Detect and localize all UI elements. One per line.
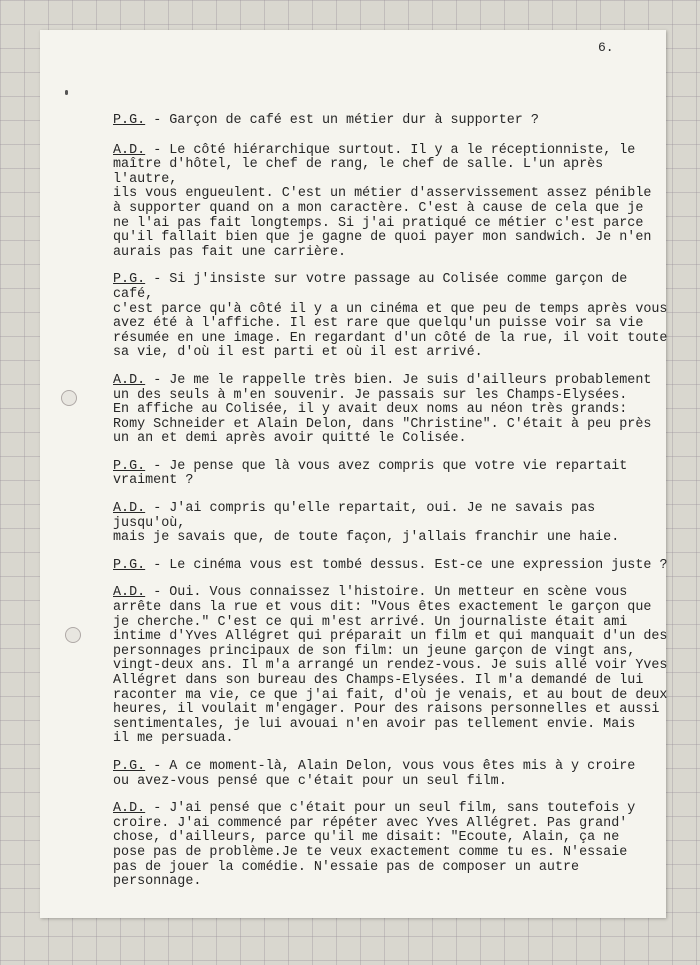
paragraph-text: - Oui. Vous connaissez l'histoire. Un metteur en scène vous arrête dans la rue et vous dit: "Vous êtes exactement le garçon que je cherche." C'est ce qui m'est arrivé. Un journaliste était ami intime d'Yves Allégret qui préparait un film et qui manquait d'un des personnages principaux de son film: un jeune garçon de vingt ans, vingt-deux ans. Il m'a arrangé un rendez-vous. Je suis allé voir Yves Allégret dans son bureau des Champs-Elysées. Il m'a demandé de lui raconter ma vie, ce que j'ai fait, d'où je venais, et au bout de deux heures, il voulait m'engager. Pour des raisons personnelles et aussi sentimentales, je lui avouai n'en avoir pas tellement envie. Mais il me persuada. [113, 585, 668, 747]
paragraph-text: - Je pense que là vous avez compris que votre vie repartait vraiment ? [113, 458, 628, 489]
speaker-label: P.G. [113, 557, 146, 573]
paragraph [113, 502, 668, 546]
paragraph [113, 586, 668, 747]
paragraph-text: - Si j'insiste sur votre passage au Colisée comme garçon de café, c'est parce qu'à côté il y a un cinéma et que peu de temps après vous avez été à l'affiche. Il est rare que quelqu'un puisse voir sa vie résumée en une image. En regardant d'un côté de la rue, il voit toute sa vie, d'où il est parti et où il est arrivé. [113, 272, 668, 361]
paragraph-text: - Garçon de café est un métier dur à supporter ? [145, 113, 539, 128]
paragraph-text: - A ce moment-là, Alain Delon, vous vous êtes mis à y croire ou avez-vous pensé que c'était pour un seul film. [113, 758, 636, 789]
speaker-label: P.G. [113, 758, 146, 774]
paragraph-text: - Je me le rappelle très bien. Je suis d'ailleurs probablement un des seuls à m'en souvenir. Je passais sur les Champs-Elysées. En affiche au Colisée, il y avait deux noms au néon très grands: Romy Schneider et Alain Delon, dans "Christine". C'était à peu près un an et demi après avoir quitté le Colisée. [113, 372, 652, 447]
speaker-label: A.D. [113, 585, 146, 601]
paragraph-text: - J'ai pensé que c'était pour un seul film, sans toutefois y croire. J'ai commencé par répéter avec Yves Allégret. Pas grand' chose, d'ailleurs, parce qu'il me disait: "Ecoute, Alain, ça ne pose pas de problème.Je te veux exactement comme tu es. N'essaie pas de jouer la comédie. N'essaie pas de composer un autre personnage. [113, 801, 636, 890]
speaker-label: A.D. [113, 142, 146, 158]
paragraph [113, 374, 668, 447]
paragraph-text: - Le cinéma vous est tombé dessus. Est-ce une expression juste ? [145, 557, 668, 573]
paragraph-text: - Le côté hiérarchique surtout. Il y a le réceptionniste, le maître d'hôtel, le chef de rang, le chef de salle. L'un après l'autre, ils vous engueulent. C'est un métier d'asservissement assez pénible à supporter quand on a mon caractère. C'est à cause de cela que je ne l'ai pas fait longtemps. Si j'ai pratiqué ce métier c'est parce qu'il fallait bien que je gagne de quoi payer mon sandwich. Je n'en aurais pas fait une carrière. [113, 142, 652, 260]
paragraph [113, 760, 668, 789]
paragraph-text: - J'ai compris qu'elle repartait, oui. Je ne savais pas jusqu'où, mais je savais que, de toute façon, j'allais franchir une haie. [113, 501, 620, 546]
paragraph [113, 114, 668, 129]
paragraph [113, 460, 668, 489]
ink-speck [65, 90, 68, 95]
page-number: 6. [598, 40, 614, 55]
speaker-label: A.D. [113, 372, 146, 388]
punch-hole [65, 627, 81, 643]
paragraph [113, 559, 668, 574]
speaker-label: A.D. [113, 801, 146, 817]
punch-hole [61, 390, 77, 406]
interview-text [113, 114, 668, 903]
speaker-label: P.G. [113, 272, 146, 288]
paragraph [113, 273, 668, 361]
paragraph [113, 802, 668, 890]
speaker-label: P.G. [113, 113, 146, 128]
speaker-label: A.D. [113, 501, 146, 517]
paragraph [113, 144, 668, 261]
speaker-label: P.G. [113, 458, 146, 474]
